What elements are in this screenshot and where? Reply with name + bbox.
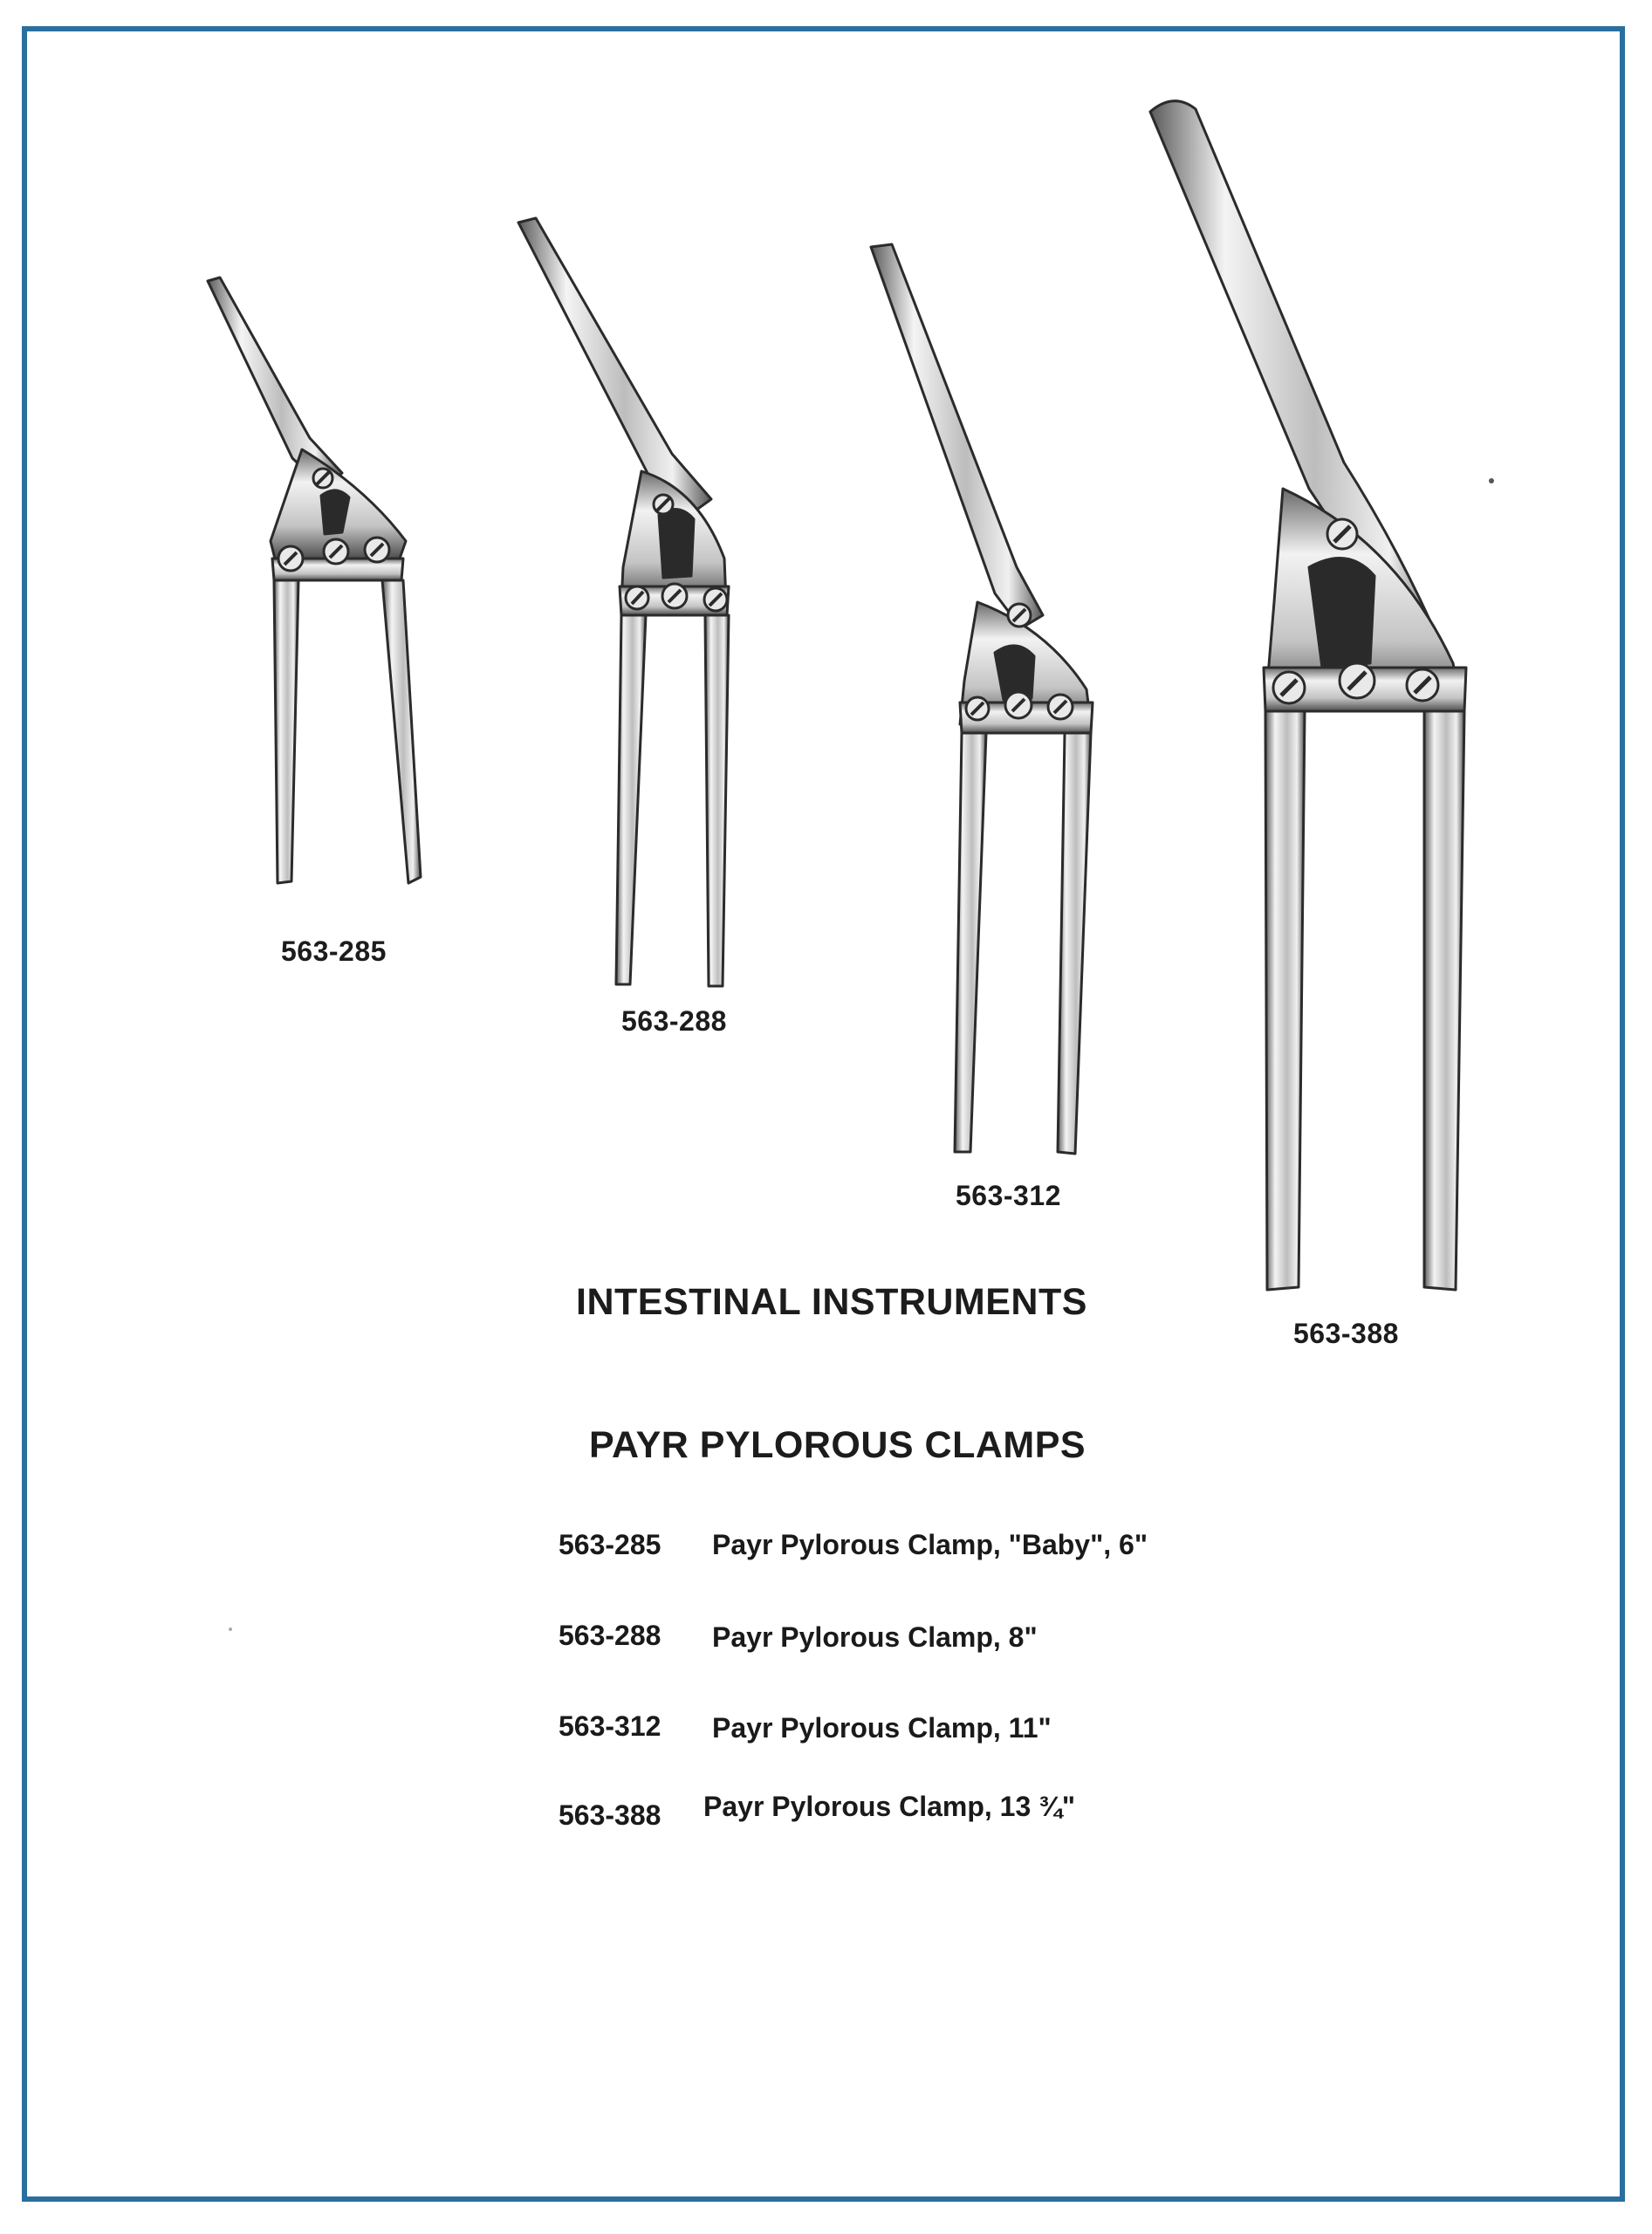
clamp-563-288-drawing [518, 218, 729, 986]
section-heading: INTESTINAL INSTRUMENTS [576, 1281, 1087, 1323]
figure-label-563-288: 563-288 [621, 1005, 727, 1037]
catalog-description: Payr Pylorous Clamp, 11" [712, 1712, 1052, 1744]
catalog-code: 563-288 [559, 1620, 661, 1651]
catalog-description: Payr Pylorous Clamp, "Baby", 6" [712, 1529, 1148, 1560]
clamp-563-388-drawing [1150, 101, 1466, 1290]
scan-speck [229, 1628, 232, 1631]
catalog-code: 563-312 [559, 1710, 661, 1742]
clamp-563-312-drawing [871, 244, 1093, 1154]
catalog-code: 563-285 [559, 1529, 661, 1560]
catalog-description: Payr Pylorous Clamp, 13 ¾" [703, 1791, 1076, 1822]
figure-label-563-285: 563-285 [281, 935, 387, 967]
scan-speck [1489, 478, 1494, 483]
catalog-code: 563-388 [559, 1799, 661, 1831]
figure-label-563-312: 563-312 [956, 1180, 1061, 1211]
catalog-description: Payr Pylorous Clamp, 8" [712, 1621, 1038, 1653]
figure-label-563-388: 563-388 [1293, 1318, 1399, 1349]
section-subheading: PAYR PYLOROUS CLAMPS [589, 1424, 1086, 1466]
clamp-563-285-drawing [208, 278, 421, 883]
